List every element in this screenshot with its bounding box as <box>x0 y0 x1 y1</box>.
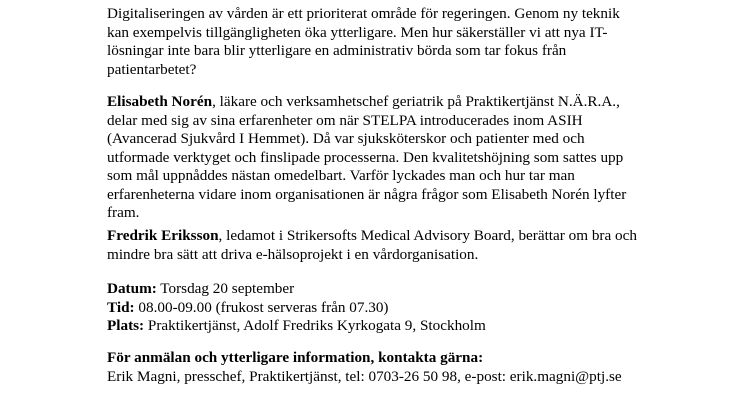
date-value: Torsdag 20 september <box>156 280 295 297</box>
text-line: mindre bra sätt att driva e-hälsoprojekt i en vårdorganisation. <box>107 245 479 263</box>
text-line <box>107 93 626 112</box>
text-line: delar med sig av sina erfarenheter om när STELPA introducerades inom ASIH <box>107 111 583 129</box>
contact-section <box>107 349 622 386</box>
date-label: Datum: <box>107 280 157 297</box>
speaker-elisabeth-paragraph <box>107 93 626 223</box>
speaker-fredrik-paragraph <box>107 227 637 264</box>
contact-details: Erik Magni, presschef, Praktikertjänst, tel: 0703-26 50 98, e-post: erik.magni@ptj.se <box>107 367 622 385</box>
contact-heading: För anmälan och ytterligare information, kontakta gärna: <box>107 349 484 366</box>
place-label: Plats: <box>107 317 145 334</box>
text-line <box>107 227 637 246</box>
place-value: Praktikertjänst, Adolf Fredriks Kyrkogata 9, Stockholm <box>144 317 486 334</box>
speaker-description: , ledamot i Strikersofts Medical Advisory Board, berättar om bra och <box>218 227 637 244</box>
text-line: som mål uppnåddes nästan omedelbart. Varför lyckades man och hur tar man <box>107 167 575 184</box>
text-line: (Avancerad Sjukvård I Hemmet). Då var sjuksköterskor och patienter med och <box>107 130 585 147</box>
text-line: fram. <box>107 204 140 221</box>
speaker-name: Fredrik Eriksson <box>107 227 219 244</box>
intro-paragraph <box>107 5 620 79</box>
text-line: kan exempelvis tillgängligheten öka ytterligare. Men hur säkerställer vi att nya IT- <box>107 23 608 41</box>
time-label: Tid: <box>107 298 135 316</box>
text-line: Digitaliseringen av vården är ett prioriterat område för regeringen. Genom ny teknik <box>107 5 620 22</box>
text-line: patientarbetet? <box>107 60 197 78</box>
event-details <box>107 280 486 336</box>
text-line: erfarenheterna vidare inom organisationen är några frågor som Elisabeth Norén lyfter <box>107 185 627 203</box>
event-date <box>107 280 486 299</box>
speaker-description: , läkare och verksamhetschef geriatrik på Praktikertjänst N.Ä.R.A., <box>212 93 620 110</box>
text-line: lösningar inte bara blir ytterligare en administrativ börda som tar fokus från <box>107 42 567 59</box>
speaker-name: Elisabeth Norén <box>107 93 213 110</box>
event-time <box>107 299 486 318</box>
time-value: 08.00-09.00 (frukost serveras från 07.30) <box>134 298 389 316</box>
event-place <box>107 317 486 336</box>
text-line: utformade verktyget och finslipade processerna. Den kvalitetshöjning som sattes upp <box>107 148 624 166</box>
